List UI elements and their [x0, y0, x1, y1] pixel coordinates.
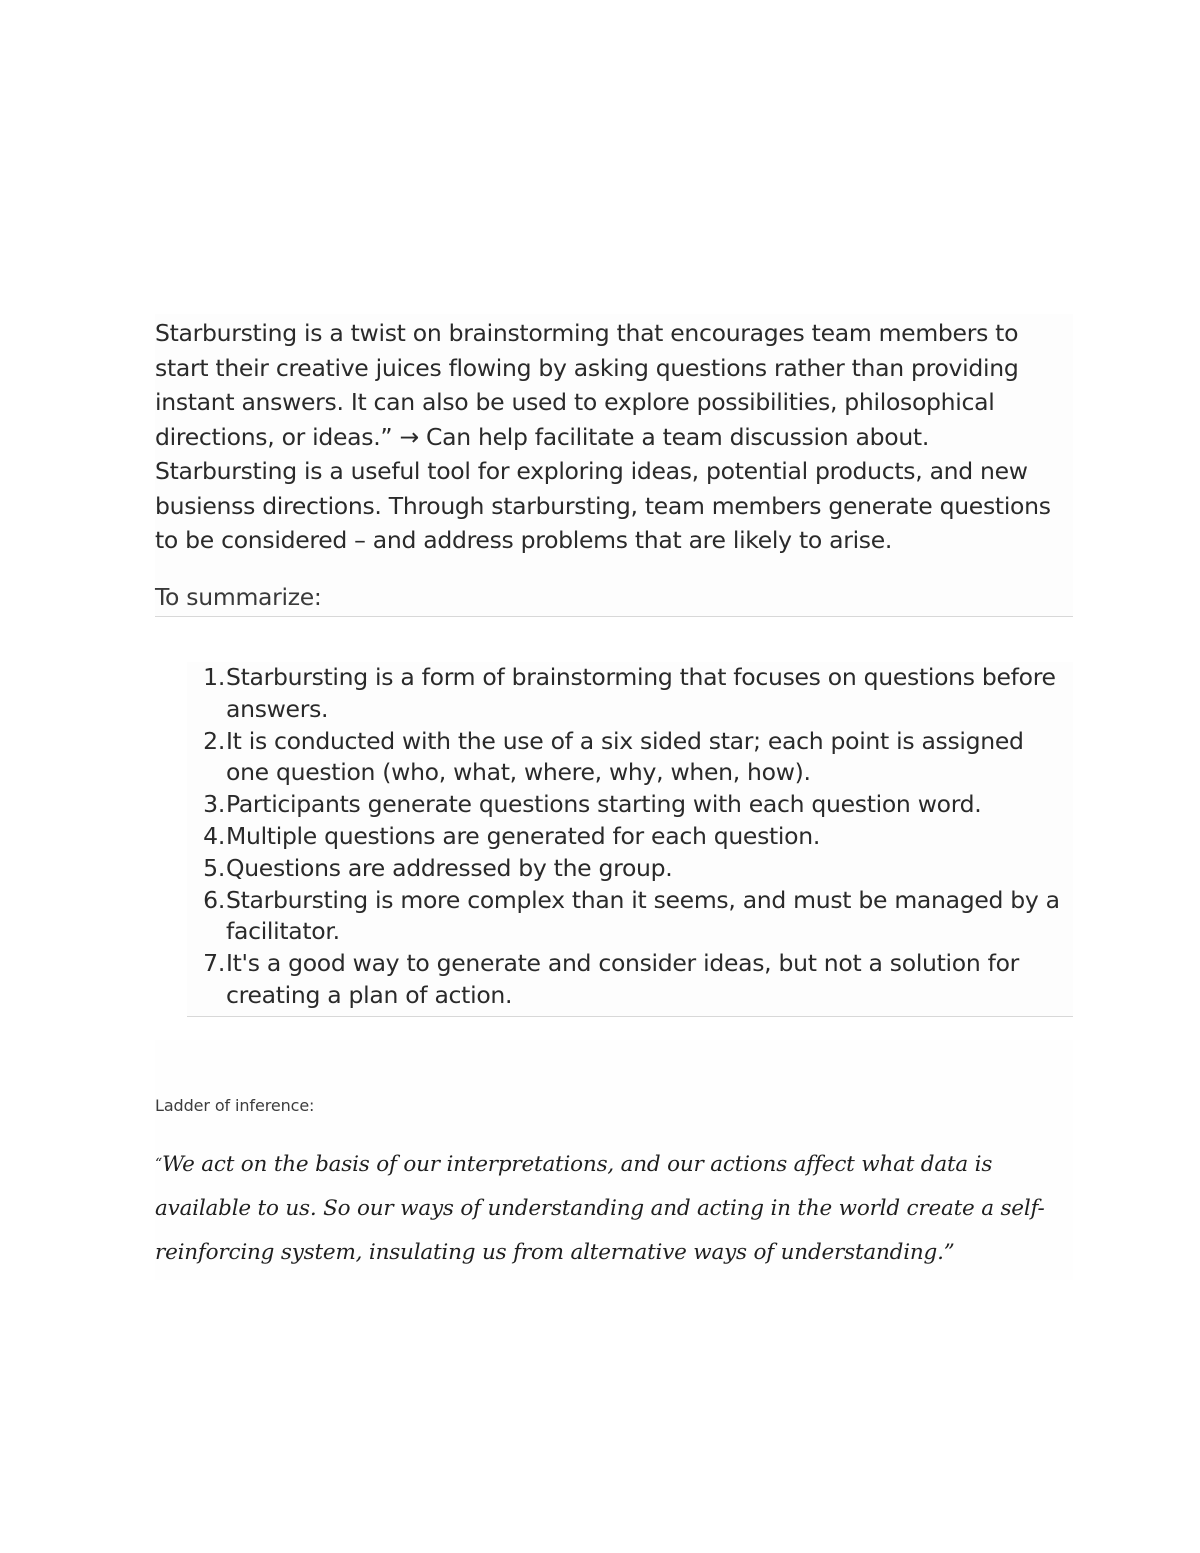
- ladder-quote: [155, 1142, 1073, 1275]
- list-item-text: Participants generate questions starting with each question word.: [226, 790, 982, 819]
- list-item: [187, 821, 1073, 853]
- list-item: [187, 885, 1073, 949]
- intro-section: [155, 314, 1073, 617]
- list-item-number: 7.: [203, 949, 225, 978]
- list-item-text: It is conducted with the use of a six sided star; each point is assigned one question (who, what, where, why, when, how).: [226, 726, 1024, 787]
- list-item-text: Multiple questions are generated for each question.: [226, 821, 821, 850]
- list-item-number: 3.: [203, 790, 225, 819]
- summary-list: [187, 662, 1073, 1012]
- summary-list-section: [187, 662, 1073, 1017]
- list-item-text: Starbursting is more complex than it seems, and must be managed by a facilitator.: [226, 885, 1060, 946]
- ladder-heading: Ladder of inference:: [155, 1096, 315, 1115]
- list-item: [187, 853, 1073, 885]
- list-item-text: It's a good way to generate and consider ideas, but not a solution for creating a plan of action.: [226, 949, 1020, 1009]
- list-item-text: Questions are addressed by the group.: [226, 853, 673, 882]
- list-item: [187, 948, 1073, 1012]
- list-item-number: 2.: [203, 726, 225, 755]
- list-item: [187, 789, 1073, 821]
- list-item-number: 1.: [203, 663, 225, 691]
- summary-heading: To summarize:: [155, 580, 1073, 618]
- intro-paragraph: Starbursting is a twist on brainstorming that encourages team members to start their creative juices flowing by asking questions rather than providing instant answers. It can also be used to explore possibilities, philosophical directions, or ideas.” → Can help facilitate a team discussion about. Starbursting is a useful tool for exploring ideas, potential products, and new busienss directions. Through starbursting, team members generate questions to be considered – and address problems that are likely to arise.: [155, 319, 1051, 554]
- quote-open-mark: “: [155, 1156, 162, 1172]
- quote-text: We act on the basis of our interpretations, and our actions affect what data is available to us. So our ways of understanding and acting in the world create a self-reinforcing system, insulating us from alternative ways of understanding.”: [155, 1152, 1045, 1265]
- list-item: [187, 662, 1073, 726]
- list-item-number: 5.: [203, 853, 225, 882]
- ladder-section: [155, 1040, 1073, 1280]
- list-item-number: 6.: [203, 885, 225, 914]
- list-item-text: Starbursting is a form of brainstorming that focuses on questions before answers.: [226, 663, 1056, 723]
- list-item: [187, 726, 1073, 790]
- list-item-number: 4.: [203, 821, 225, 850]
